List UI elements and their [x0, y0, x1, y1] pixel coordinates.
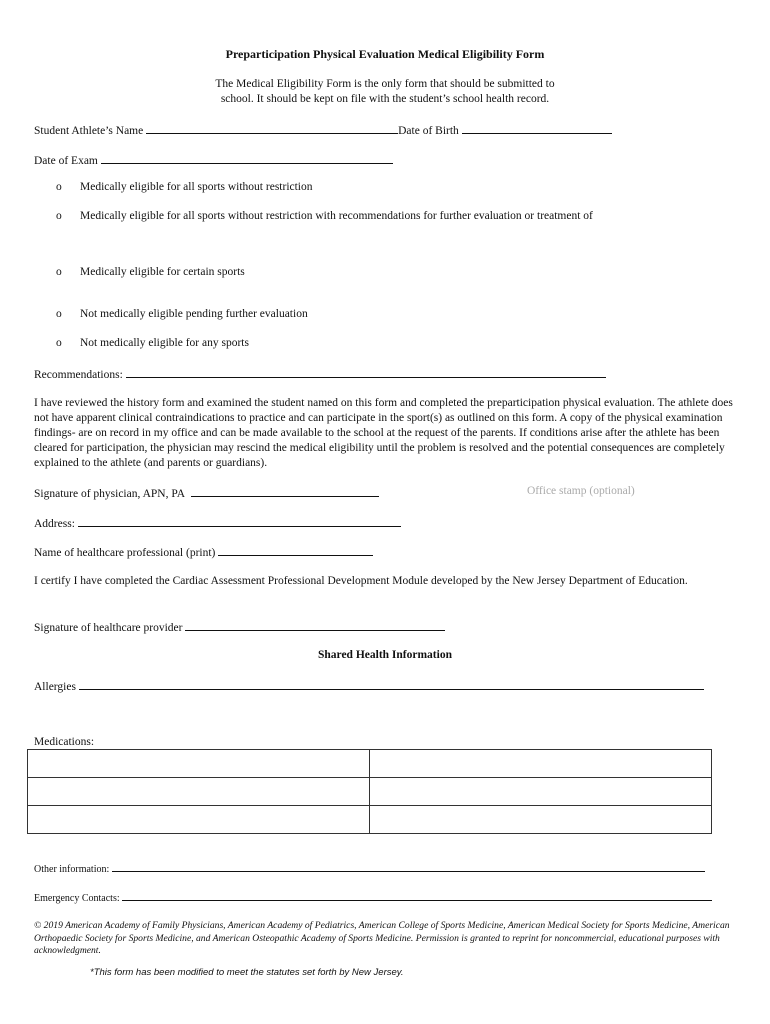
intro-line-2: school. It should be kept on file with the student’s school health record.: [220, 93, 550, 105]
athlete-name-row: [34, 122, 612, 137]
dob-label: Date of Birth: [398, 125, 459, 137]
option-5[interactable]: [56, 337, 249, 349]
emergency-field[interactable]: [122, 889, 712, 901]
table-row: [28, 806, 712, 834]
allergies-label: Allergies: [34, 681, 76, 693]
recommendations-row: [34, 366, 606, 381]
modified-note: *This form has been modified to meet the statutes set forth by New Jersey.: [90, 967, 404, 978]
medications-cell[interactable]: [370, 806, 712, 834]
medications-cell[interactable]: [28, 806, 370, 834]
option-1[interactable]: [56, 181, 313, 193]
option-4[interactable]: [56, 308, 308, 320]
provider-signature-field[interactable]: [185, 619, 445, 631]
form-title: Preparticipation Physical Evaluation Medical Eligibility Form: [225, 47, 545, 61]
other-info-field[interactable]: [112, 860, 705, 872]
medications-cell[interactable]: [28, 750, 370, 778]
option-1-checkbox[interactable]: o: [56, 181, 62, 193]
option-2[interactable]: [56, 210, 593, 222]
medications-table: [27, 749, 712, 834]
provider-signature-row: [34, 619, 445, 634]
option-2-checkbox[interactable]: o: [56, 210, 62, 222]
medications-cell[interactable]: [28, 778, 370, 806]
date-exam-label: Date of Exam: [34, 155, 98, 167]
dob-field[interactable]: [462, 122, 612, 134]
professional-name-label: Name of healthcare professional (print): [34, 547, 216, 559]
address-row: [34, 515, 401, 530]
option-2-label: Medically eligible for all sports without restriction with recommendations for further evaluation or treatment of: [80, 210, 593, 222]
medications-label: Medications:: [34, 736, 95, 748]
provider-signature-label: Signature of healthcare provider: [34, 622, 183, 634]
option-5-label: Not medically eligible for any sports: [80, 337, 249, 349]
professional-name-field[interactable]: [218, 544, 373, 556]
athlete-name-label: Student Athlete’s Name: [34, 125, 144, 137]
physician-statement: I have reviewed the history form and examined the student named on this form and completed the preparticipation physical evaluation. The athlete does not have apparent clinical contraindications to practice and can participate in the sport(s) as outlined on this form. A copy of the physical examination findings- are on record in my office and can be made available to the school at the request of the parents. If conditions arise after the athlete has been cleared for participation, the physician may rescind the medical eligibility until the problem is resolved and the potential consequences are completely explained to the athlete (and parents or guardians).: [34, 397, 733, 469]
physician-signature-row: [34, 485, 379, 500]
medications-cell[interactable]: [370, 750, 712, 778]
address-label: Address:: [34, 518, 75, 530]
shared-health-title: Shared Health Information: [318, 649, 452, 661]
allergies-row: [34, 678, 704, 693]
emergency-row: [34, 889, 712, 904]
certify-statement: I certify I have completed the Cardiac Assessment Professional Development Module developed by the New Jersey Department of Education.: [34, 575, 688, 587]
recommendations-label: Recommendations:: [34, 369, 123, 381]
option-4-checkbox[interactable]: o: [56, 308, 62, 320]
option-5-checkbox[interactable]: o: [56, 337, 62, 349]
recommendations-field[interactable]: [126, 366, 606, 378]
option-3-checkbox[interactable]: o: [56, 266, 62, 278]
option-1-label: Medically eligible for all sports without restriction: [80, 181, 313, 193]
table-row: [28, 750, 712, 778]
emergency-label: Emergency Contacts:: [34, 893, 120, 904]
allergies-field[interactable]: [79, 678, 704, 690]
other-info-label: Other information:: [34, 864, 110, 875]
intro-line-1: The Medical Eligibility Form is the only form that should be submitted to: [215, 78, 555, 90]
physician-signature-label: Signature of physician, APN, PA: [34, 488, 185, 500]
option-3-label: Medically eligible for certain sports: [80, 266, 245, 278]
copyright-notice: © 2019 American Academy of Family Physicians, American Academy of Pediatrics, American College of Sports Medicine, American Medical Society for Sports Medicine, American Orthopaedic Society for Sports Medicine, and American Osteopathic Academy of Sports Medicine. Permission is granted to reprint for noncommercial, educational purposes with acknowledgment.: [34, 920, 730, 956]
table-row: [28, 778, 712, 806]
option-3[interactable]: [56, 266, 245, 278]
date-exam-field[interactable]: [101, 152, 393, 164]
medications-cell[interactable]: [370, 778, 712, 806]
physician-signature-field[interactable]: [191, 485, 379, 497]
other-info-row: [34, 860, 705, 875]
athlete-name-field[interactable]: [146, 122, 398, 134]
office-stamp-label: Office stamp (optional): [527, 485, 635, 497]
option-4-label: Not medically eligible pending further evaluation: [80, 308, 308, 320]
address-field[interactable]: [78, 515, 401, 527]
date-exam-row: [34, 152, 393, 167]
professional-name-row: [34, 544, 373, 559]
